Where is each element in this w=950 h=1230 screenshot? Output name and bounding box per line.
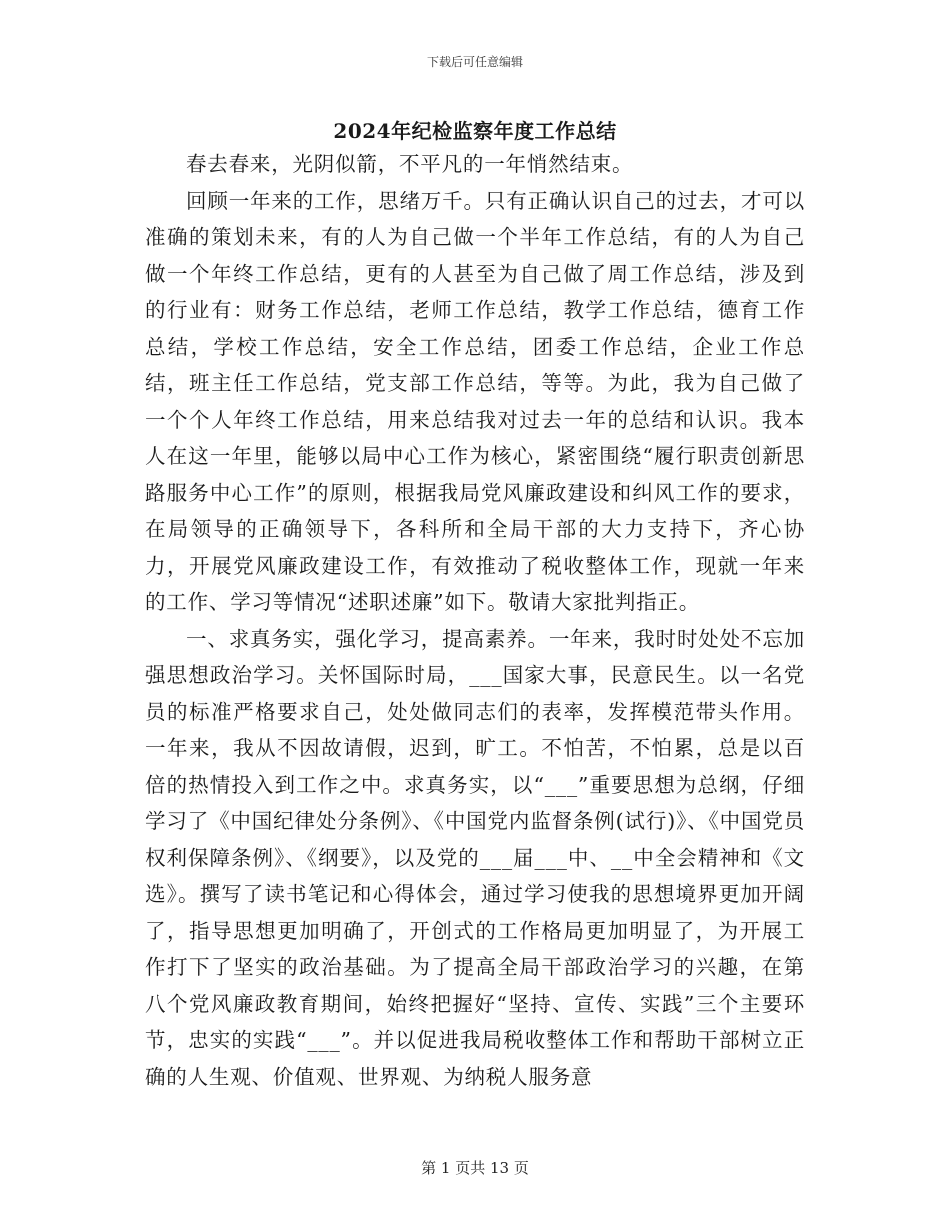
header-note: 下载后可任意编辑 bbox=[426, 55, 523, 69]
document-body bbox=[145, 146, 805, 1095]
paragraph-intro: 春去春来，光阴似箭，不平凡的一年悄然结束。 bbox=[186, 152, 634, 176]
document-title: 2024年纪检监察年度工作总结 bbox=[333, 119, 617, 143]
paragraph-section-one: 一、求真务实，强化学习，提高素养。一年来，我时时处处不忘加强思想政治学习。关怀国际时局，___国家大事，民意民生。以一名党员的标准严格要求自己，处处做同志们的表率，发挥模范带头作用。一年来，我从不因故请假，迟到，旷工。不怕苦，不怕累，总是以百倍的热情投入到工作之中。求真务实，以“___”重要思想为总纲，仔细学习了《中国纪律处分条例》、《中国党内监督条例(试行)》、《中国党员权利保障条例》、《纲要》，以及党的___届___中、__中全会精神和《文选》。撰写了读书笔记和心得体会，通过学习使我的思想境界更加开阔了，指导思想更加明确了，开创式的工作格局更加明显了，为开展工作打下了坚实的政治基础。为了提高全局干部政治学习的兴趣，在第八个党风廉政教育期间，始终把握好“坚持、宣传、实践”三个主要环节，忠实的实践“___”。并以促进我局税收整体工作和帮助干部树立正确的人生观、价值观、世界观、为纳税人服务意 bbox=[145, 626, 805, 1089]
paragraph-review: 回顾一年来的工作，思绪万千。只有正确认识自己的过去，才可以准确的策划未来，有的人为自己做一个半年工作总结，有的人为自己做一个年终工作总结，更有的人甚至为自己做了周工作总结，涉及到的行业有：财务工作总结，老师工作总结，教学工作总结，德育工作总结，学校工作总结，安全工作总结，团委工作总结，企业工作总结，班主任工作总结，党支部工作总结，等等。为此，我为自己做了一个个人年终工作总结，用来总结我对过去一年的总结和认识。我本人在这一年里，能够以局中心工作为核心，紧密围绕“履行职责创新思路服务中心工作”的原则，根据我局党风廉政建设和纠风工作的要求，在局领导的正确领导下，各科所和全局干部的大力支持下，齐心协力，开展党风廉政建设工作，有效推动了税收整体工作，现就一年来的工作、学习等情况“述职述廉”如下。敬请大家批判指正。 bbox=[145, 188, 805, 614]
page-footer: 第 1 页共 13 页 bbox=[421, 1159, 529, 1177]
